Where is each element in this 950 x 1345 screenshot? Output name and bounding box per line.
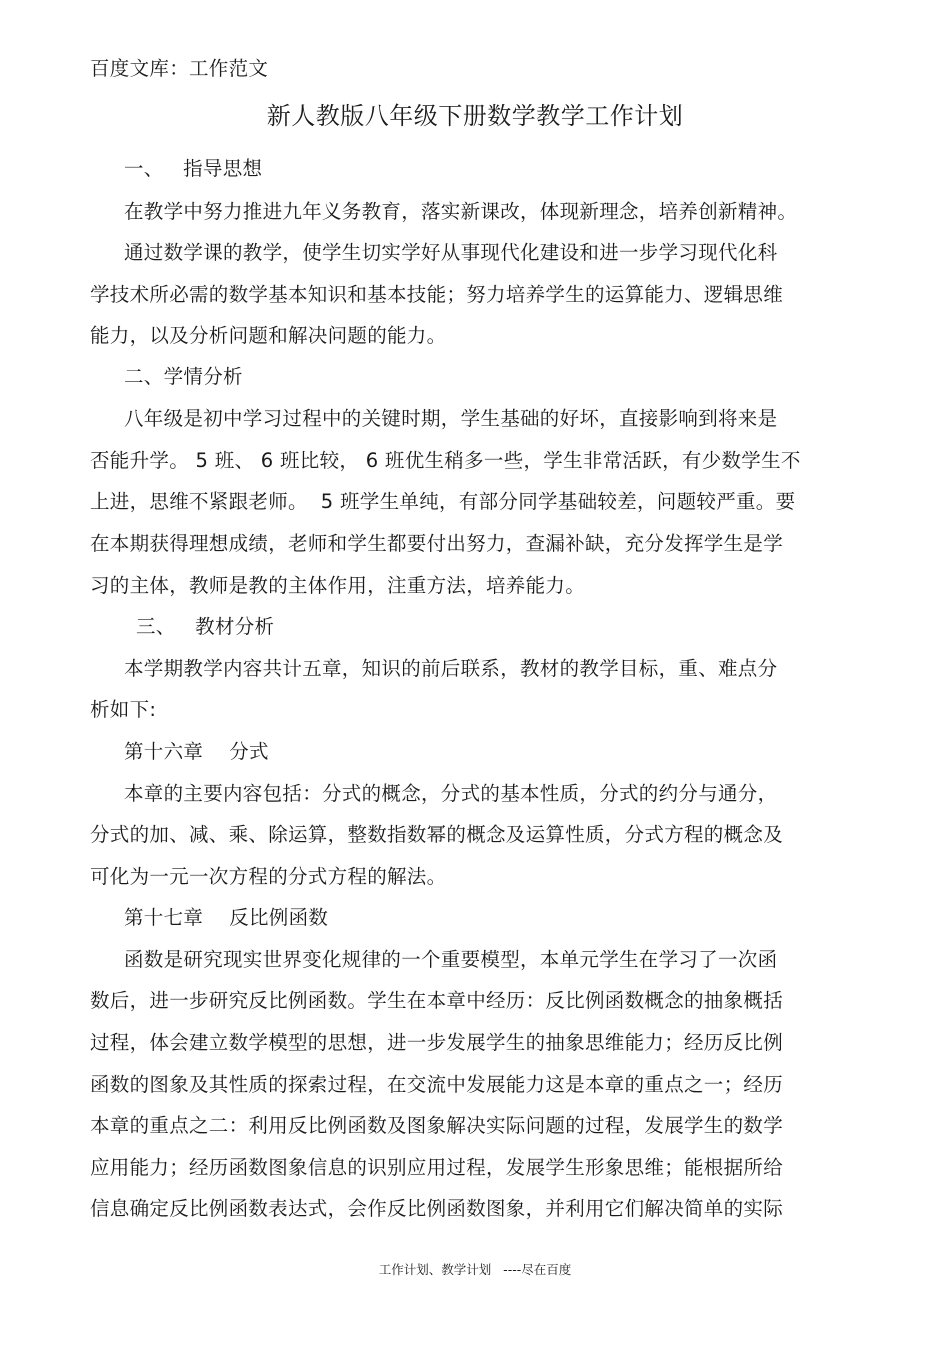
paragraph-line: 本章的重点之二：利用反比例函数及图象解决实际问题的过程，发展学生的数学 (90, 1114, 784, 1137)
paragraph-line: 分式的加、减、乘、除运算，整数指数幂的概念及运算性质，分式方程的概念及 (90, 823, 784, 846)
paragraph-line: 能力，以及分析问题和解决问题的能力。 (90, 324, 447, 347)
header-label: 百度文库：工作范文 (90, 57, 269, 80)
document-title: 新人教版八年级下册数学教学工作计划 (266, 102, 684, 130)
paragraph-line: 否能升学。 5 班、 6 班比较， 6 班优生稍多一些，学生非常活跃，有少数学生不 (90, 449, 801, 472)
chapter-heading-16: 第十六章 分式 (124, 740, 269, 763)
paragraph-line: 过程，体会建立数学模型的思想，进一步发展学生的抽象思维能力；经历反比例 (90, 1031, 784, 1054)
paragraph-line: 习的主体，教师是教的主体作用，注重方法，培养能力。 (90, 574, 586, 597)
paragraph-line: 函数是研究现实世界变化规律的一个重要模型，本单元学生在学习了一次函 (124, 948, 778, 971)
paragraph-line: 数后，进一步研究反比例函数。学生在本章中经历：反比例函数概念的抽象概括 (90, 989, 784, 1012)
paragraph-line: 通过数学课的教学，使学生切实学好从事现代化建设和进一步学习现代化科 (124, 241, 778, 264)
paragraph-line: 在本期获得理想成绩，老师和学生都要付出努力，查漏补缺，充分发挥学生是学 (90, 532, 784, 555)
page-footer: 工作计划、教学计划 ----尽在百度 (378, 1262, 572, 1277)
section-heading-textbook-analysis: 三、 教材分析 (136, 615, 275, 638)
paragraph-line: 应用能力；经历函数图象信息的识别应用过程，发展学生形象思维；能根据所给 (90, 1156, 784, 1179)
chapter-heading-17: 第十七章 反比例函数 (124, 906, 329, 929)
section-heading-student-analysis: 二、学情分析 (124, 365, 243, 388)
section-heading-guiding-thought: 一、 指导思想 (124, 157, 263, 180)
paragraph-line: 学技术所必需的数学基本知识和基本技能；努力培养学生的运算能力、逻辑思维 (90, 283, 784, 306)
paragraph-line: 函数的图象及其性质的探索过程，在交流中发展能力这是本章的重点之一；经历 (90, 1073, 784, 1096)
paragraph-line: 本章的主要内容包括：分式的概念，分式的基本性质，分式的约分与通分， (124, 782, 778, 805)
paragraph-line: 可化为一元一次方程的分式方程的解法。 (90, 865, 447, 888)
paragraph-line: 八年级是初中学习过程中的关键时期，学生基础的好坏，直接影响到将来是 (124, 407, 778, 430)
paragraph-line: 本学期教学内容共计五章，知识的前后联系，教材的教学目标，重、难点分 (124, 657, 778, 680)
paragraph-line: 信息确定反比例函数表达式，会作反比例函数图象，并利用它们解决简单的实际 (90, 1197, 784, 1220)
paragraph-line: 析如下: (90, 698, 157, 721)
paragraph-line: 在教学中努力推进九年义务教育，落实新课改，体现新理念，培养创新精神。 (124, 200, 798, 223)
paragraph-line: 上进，思维不紧跟老师。 5 班学生单纯，有部分同学基础较差，问题较严重。要 (90, 490, 796, 513)
